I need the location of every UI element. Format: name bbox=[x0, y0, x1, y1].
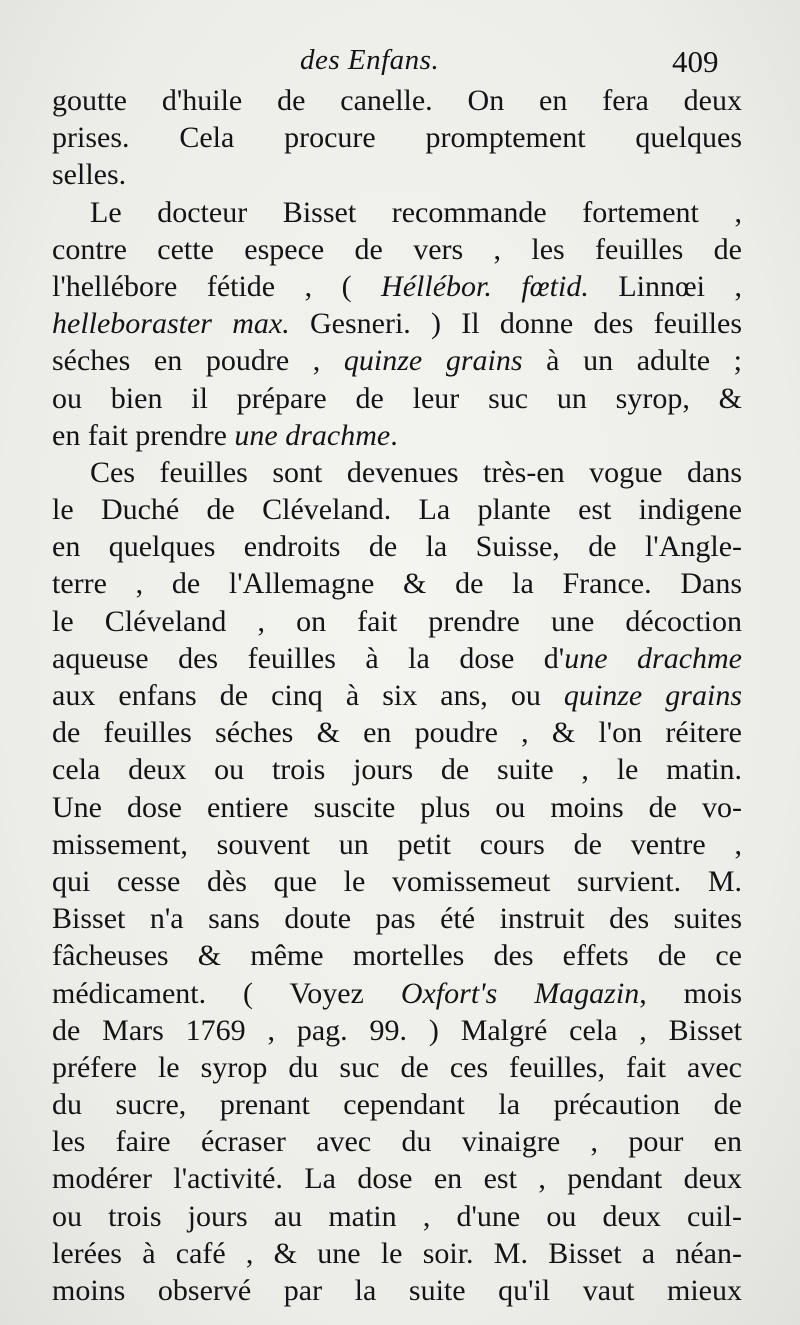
text-run: aqueuse des feuilles à la dose d' bbox=[52, 641, 565, 675]
text-run: contre cette espece de vers , les feuilles de bbox=[52, 232, 742, 266]
text-line bbox=[52, 1272, 742, 1309]
italic-text: une drachme bbox=[234, 418, 391, 452]
text-line bbox=[52, 491, 742, 528]
text-run: Linnœi , bbox=[588, 269, 742, 303]
text-run: médicament. ( Voyez bbox=[52, 976, 401, 1010]
text-run: . bbox=[390, 418, 398, 452]
text-run: cela deux ou trois jours de suite , le matin. bbox=[52, 753, 742, 787]
text-line bbox=[52, 528, 742, 565]
text-run: le Duché de Cléveland. La plante est indigene bbox=[52, 493, 742, 527]
text-run: séches en poudre , bbox=[52, 344, 344, 378]
text-run: en quelques endroits de la Suisse, de l'Angle- bbox=[52, 530, 742, 564]
italic-text: quinze grains bbox=[343, 344, 523, 378]
text-line bbox=[52, 342, 742, 379]
italic-text: quinze grains bbox=[563, 679, 742, 712]
text-line bbox=[52, 231, 742, 268]
text-line bbox=[52, 1086, 742, 1123]
text-run: Bisset n'a sans doute pas été instruit des suites bbox=[52, 902, 742, 936]
text-run: l'hellébore fétide , ( bbox=[52, 269, 382, 303]
text-line bbox=[52, 603, 742, 640]
text-line bbox=[52, 826, 742, 863]
text-run: goutte d'huile de canelle. On en fera deux bbox=[52, 84, 742, 117]
text-run: de Mars 1769 , pag. 99. ) Malgré cela , Bisset bbox=[52, 1013, 742, 1047]
text-line bbox=[52, 1160, 742, 1197]
text-line bbox=[52, 380, 742, 417]
text-run: , mois bbox=[639, 976, 742, 1010]
text-line bbox=[52, 640, 742, 677]
text-run: fâcheuses & même mortelles des effets de ce bbox=[52, 939, 742, 973]
text-run: préfere le syrop du suc de ces feuilles, fait avec bbox=[52, 1050, 742, 1084]
text-line bbox=[52, 194, 742, 231]
text-line bbox=[52, 156, 742, 193]
text-run: moins observé par la suite qu'il vaut mieux bbox=[52, 1274, 742, 1307]
text-run: Une dose entiere suscite plus ou moins de vo- bbox=[52, 790, 742, 824]
text-run: les faire écraser avec du vinaigre , pour en bbox=[52, 1125, 742, 1159]
body-text bbox=[52, 82, 742, 1309]
italic-text: Oxfort's Magazin bbox=[400, 976, 640, 1010]
text-line bbox=[52, 119, 742, 156]
text-line bbox=[52, 417, 742, 454]
text-line bbox=[52, 454, 742, 491]
text-run: prises. Cela procure promptement quelques bbox=[52, 121, 742, 155]
text-line bbox=[52, 1012, 742, 1049]
text-run: à un adulte ; bbox=[522, 344, 743, 378]
text-line bbox=[52, 1235, 742, 1272]
text-line bbox=[52, 714, 742, 751]
italic-text: helleboraster max. bbox=[52, 307, 290, 341]
text-run: du sucre, prenant cependant la précaution de bbox=[52, 1088, 742, 1122]
text-line bbox=[52, 1049, 742, 1086]
text-line bbox=[52, 82, 742, 119]
text-run: Le docteur Bisset recommande fortement , bbox=[90, 195, 742, 229]
text-run: Gesneri. ) Il donne des feuilles bbox=[289, 307, 742, 341]
text-run: ou bien il prépare de leur suc un syrop, & bbox=[52, 381, 742, 415]
text-run: Ces feuilles sont devenues très-en vogue dans bbox=[90, 455, 742, 489]
text-line bbox=[52, 937, 742, 974]
text-run: qui cesse dès que le vomissemeut survient. M. bbox=[52, 864, 742, 898]
text-line bbox=[52, 1123, 742, 1160]
page-number: 409 bbox=[672, 44, 719, 79]
text-run: terre , de l'Allemagne & de la France. Dans bbox=[52, 567, 742, 601]
text-line bbox=[52, 565, 742, 602]
text-run: de feuilles séches & en poudre , & l'on réitere bbox=[52, 716, 742, 750]
italic-text: une drachme bbox=[564, 641, 742, 675]
text-line bbox=[52, 677, 742, 714]
text-line bbox=[52, 900, 742, 937]
text-line bbox=[52, 1198, 742, 1235]
text-line bbox=[52, 789, 742, 826]
running-title: des Enfans. bbox=[300, 44, 440, 76]
text-line bbox=[52, 975, 742, 1012]
text-line bbox=[52, 863, 742, 900]
text-run: le Cléveland , on fait prendre une décoction bbox=[52, 604, 742, 638]
text-run: ou trois jours au matin , d'une ou deux cuil- bbox=[52, 1199, 742, 1233]
italic-text: Héllébor. fœtid. bbox=[381, 269, 589, 303]
text-run: aux enfans de cinq à six ans, ou bbox=[52, 679, 564, 712]
text-run: lerées à café , & une le soir. M. Bisset a néan- bbox=[52, 1236, 742, 1270]
text-run: missement, souvent un petit cours de ventre , bbox=[52, 827, 742, 861]
text-line bbox=[52, 305, 742, 342]
text-run: modérer l'activité. La dose en est , pendant deux bbox=[52, 1162, 742, 1196]
text-run: selles. bbox=[52, 158, 127, 192]
text-line bbox=[52, 268, 742, 305]
text-run: en fait prendre bbox=[52, 418, 235, 452]
text-line bbox=[52, 751, 742, 788]
